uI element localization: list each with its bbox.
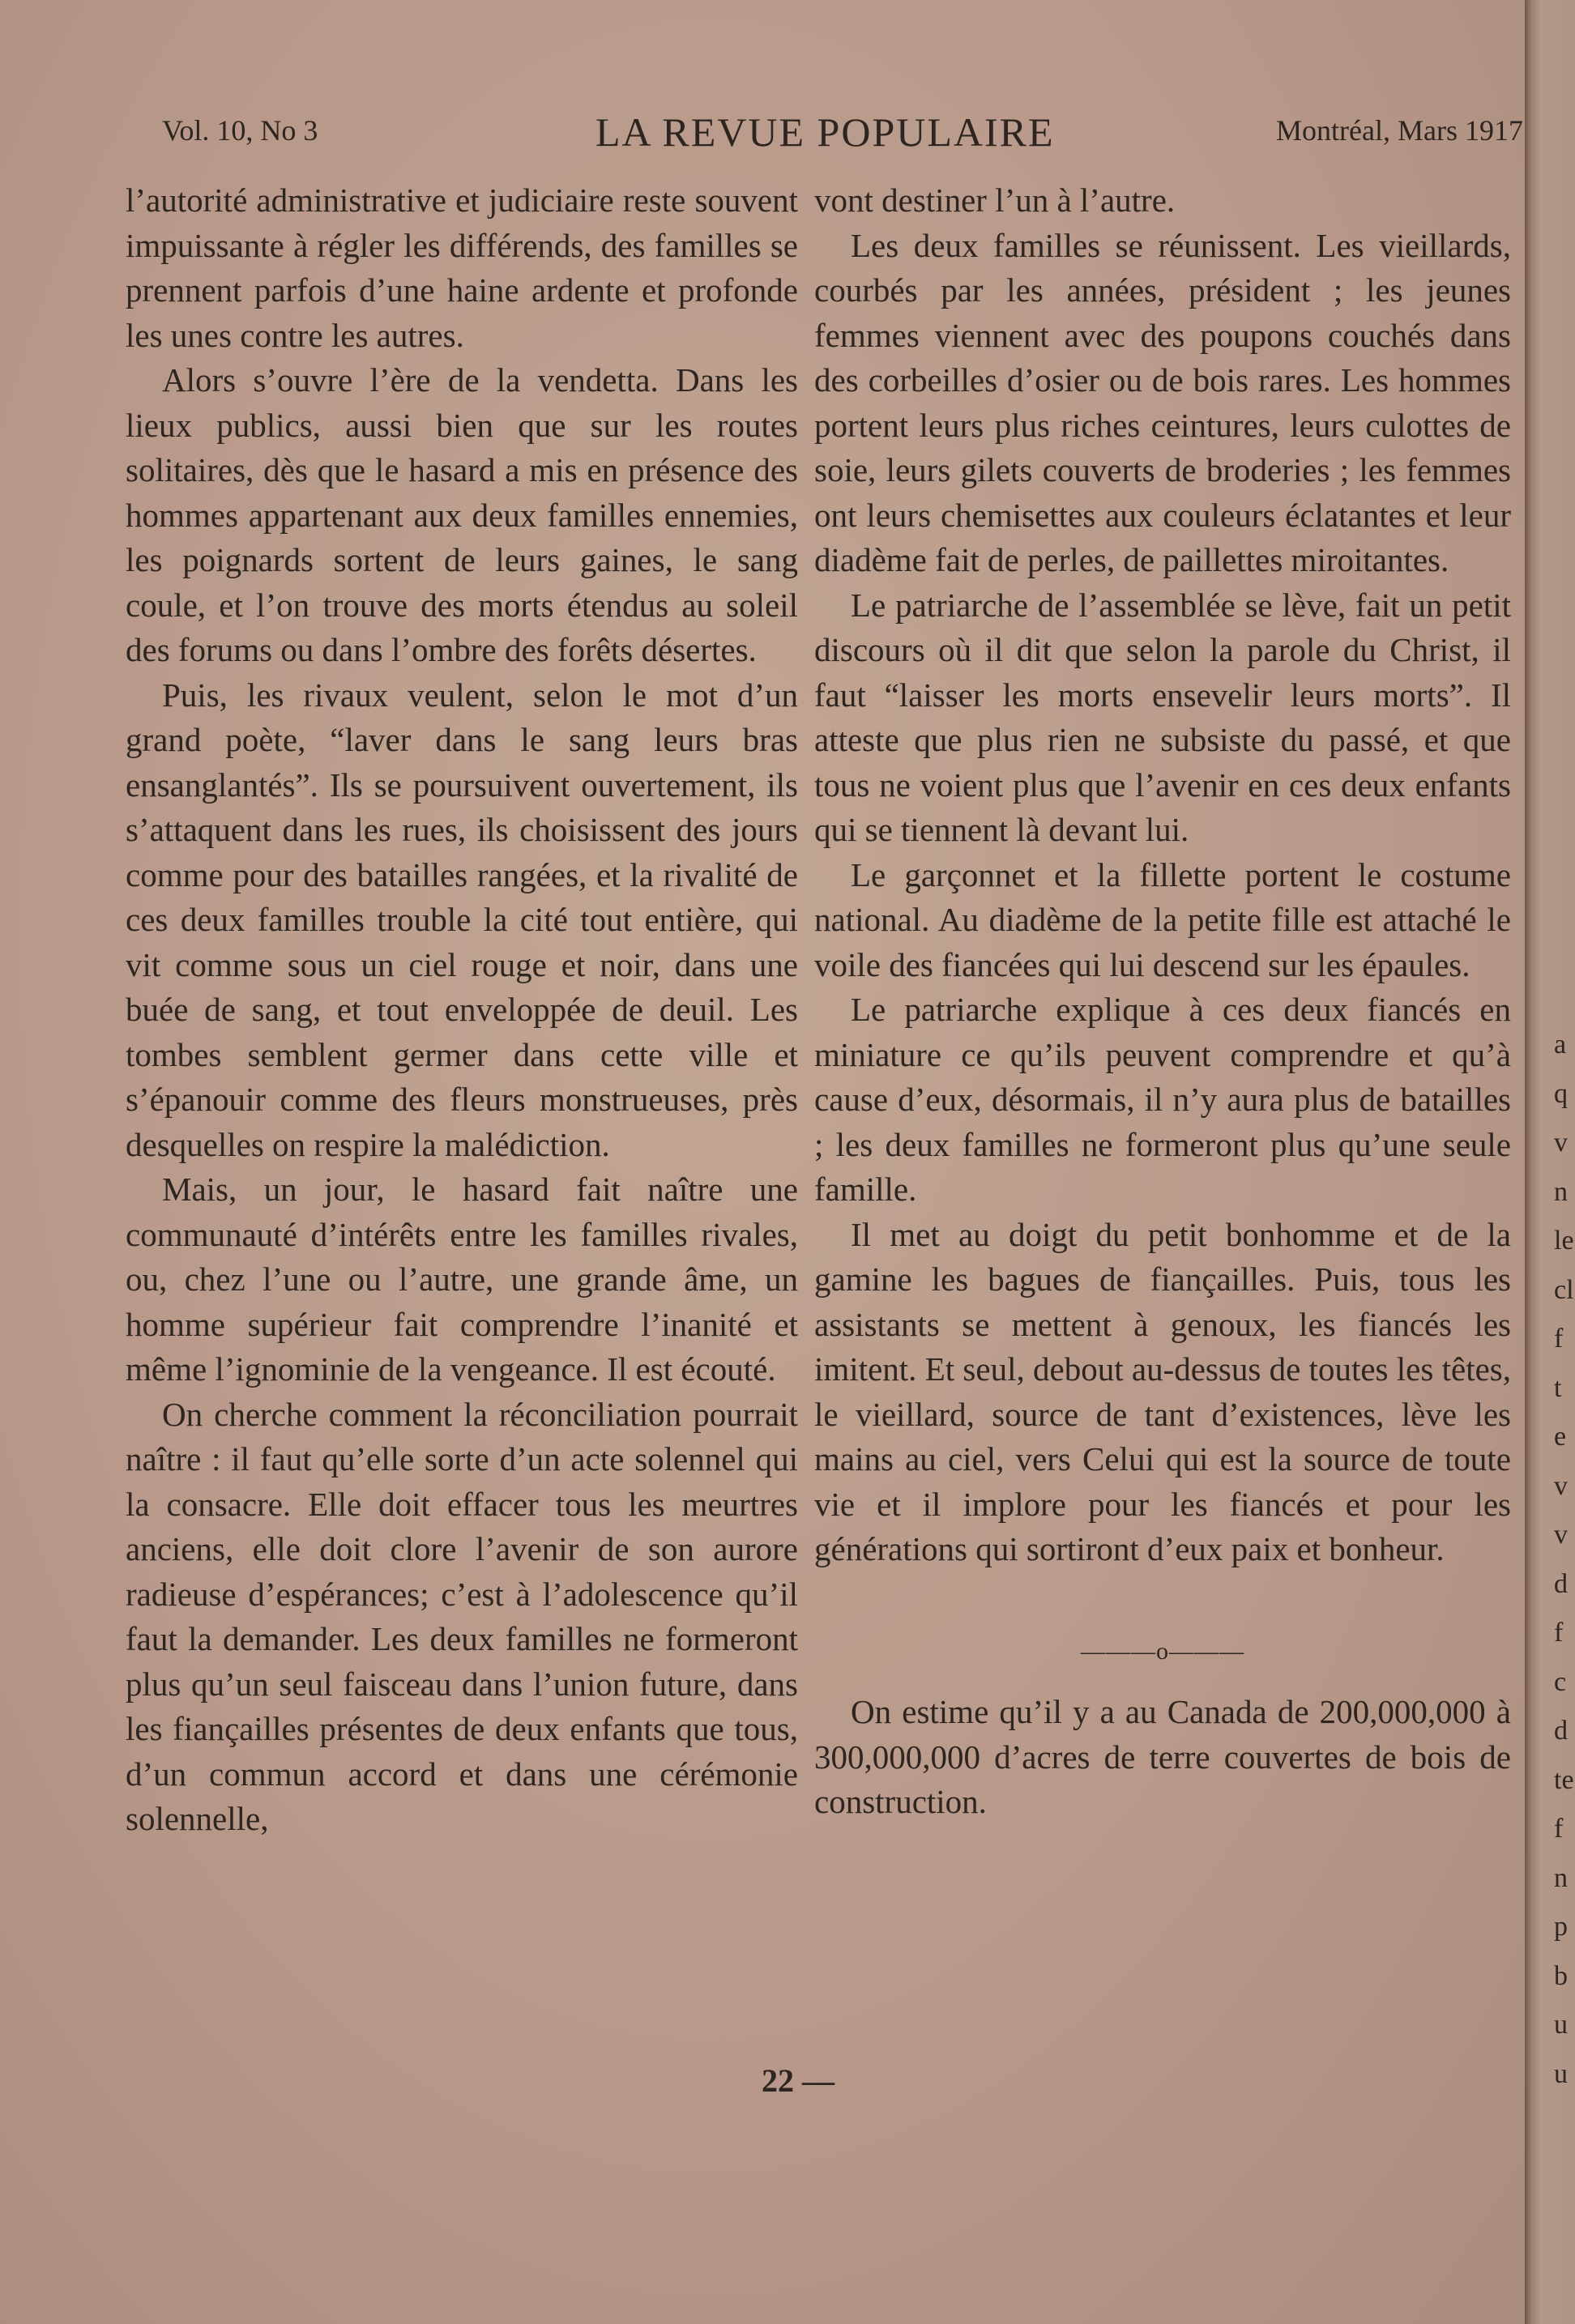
edge-letter: e bbox=[1554, 1422, 1567, 1452]
edge-letter: t bbox=[1554, 1372, 1562, 1403]
paragraph: Mais, un jour, le hasard fait naître une communauté d’intérêts entre les familles rivales, ou, chez l’une ou l’autre, une grande âme, un homme supérieur fait comprendre l’inanité et même l’ignominie de la vengeance. Il est écouté. bbox=[126, 1171, 798, 1388]
paragraph: vont destiner l’un à l’autre. bbox=[814, 181, 1176, 219]
edge-letter: b bbox=[1554, 1960, 1568, 1991]
edge-letter: u bbox=[1554, 2058, 1568, 2089]
edge-letter: f bbox=[1554, 1324, 1564, 1354]
edge-letter: v bbox=[1554, 1520, 1568, 1550]
paragraph: Le garçonnet et la fillette portent le costume national. Au diadème de la petite fille est attaché le voile des fiancées qui lui descend sur les épaules. bbox=[814, 855, 1511, 983]
edge-letter: n bbox=[1554, 1176, 1568, 1207]
right-column bbox=[814, 178, 1511, 1825]
page-number: 22 — bbox=[762, 2062, 834, 2099]
edge-letter: f bbox=[1554, 1814, 1564, 1844]
paragraph: Les deux familles se réunissent. Les vieillards, courbés par les années, président ; les jeunes femmes viennent avec des poupons couchés dans des corbeilles d’osier ou de bois rares. Les hommes portent leurs plus riches ceintures, leurs culottes de soie, leurs gilets couverts de broderies ; les femmes ont leurs chemisettes aux couleurs éclatantes et leur diadème fait de perles, de paillettes miroitantes. bbox=[814, 226, 1511, 578]
paragraph: Le patriarche de l’assemblée se lève, fait un petit discours où il dit que selon la parole du Christ, il faut “laisser les morts ensevelir leurs morts”. Il atteste que plus rien ne subsiste du passé, et que tous ne voient plus que l’avenir en ces deux enfants qui se tiennent là devant lui. bbox=[814, 586, 1511, 848]
left-column bbox=[126, 178, 798, 1842]
edge-letter: p bbox=[1554, 1912, 1568, 1942]
edge-letter: d bbox=[1554, 1716, 1568, 1746]
section-separator: ———o——— bbox=[1081, 1637, 1244, 1665]
paragraph: On cherche comment la réconciliation pourrait naître : il faut qu’elle sorte d’un acte solennel qui la consacre. Elle doit effacer tous les meurtres anciens, elle doit clore l’avenir de son aurore radieuse d’espérances; c’est à l’adolescence qu’il faut la demander. Les deux familles ne formeront plus qu’un seul faisceau dans l’union future, dans les fiançailles présentes de deux enfants que tous, d’un commun accord et dans une cérémonie solennelle, bbox=[126, 1395, 798, 1837]
edge-letter: d bbox=[1554, 1568, 1568, 1599]
page-header bbox=[162, 109, 1523, 162]
edge-letter: cl bbox=[1554, 1274, 1574, 1305]
edge-letter: v bbox=[1554, 1470, 1568, 1501]
volume-number: Vol. 10, No 3 bbox=[162, 114, 318, 147]
paragraph: Puis, les rivaux veulent, selon le mot d’un grand poète, “laver dans le sang leurs bras ensanglantés”. Ils se poursuivent ouvertement, ils s’attaquent dans les rues, ils choisissent des jours comme pour des batailles rangées, et la rivalité de ces deux familles trouble la cité tout entière, qui vit comme sous un ciel rouge et noir, dans une buée de sang, et tout enveloppée de deuil. Les tombes semblent germer dans cette ville et s’épanouir comme des fleurs monstrueuses, près desquelles on respire la malédiction. bbox=[126, 676, 798, 1163]
edge-letter: u bbox=[1554, 2010, 1568, 2040]
edge-letter: a bbox=[1554, 1030, 1567, 1060]
edge-letter: n bbox=[1554, 1862, 1568, 1893]
edge-letter: te bbox=[1554, 1764, 1574, 1795]
publication-title: LA REVUE POPULAIRE bbox=[595, 109, 1055, 155]
paragraph: Alors s’ouvre l’ère de la vendetta. Dans les lieux publics, aussi bien que sur les routes solitaires, dès que le hasard a mis en présence des hommes appartenant aux deux familles ennemies, les poignards sortent de leurs gaines, le sang coule, et l’on trouve des morts étendus au soleil des forums ou dans l’ombre des forêts désertes. bbox=[126, 361, 798, 668]
edge-letter: le bbox=[1554, 1226, 1574, 1256]
paragraph: Le patriarche explique à ces deux fiancés en miniature ce qu’ils peuvent comprendre et qu’à cause d’eux, désormais, il n’y aura plus de batailles ; les deux familles ne formeront plus qu’une seule famille. bbox=[814, 991, 1511, 1208]
issue-date: Montréal, Mars 1917 bbox=[1276, 114, 1523, 147]
note-paragraph: On estime qu’il y a au Canada de 200,000,000 à 300,000,000 d’acres de terre couvertes de bois de construction. bbox=[814, 1693, 1511, 1820]
paragraph: Il met au doigt du petit bonhomme et de la gamine les bagues de fiançailles. Puis, tous les assistants se mettent à genoux, les fiancés les imitent. Et seul, debout au-dessus de toutes les têtes, le vieillard, source de tant d’existences, lève les mains au ciel, vers Celui qui est la source de toute vie et il implore pour les fiancés et pour les générations qui sortiront d’eux paix et bonheur. bbox=[814, 1215, 1511, 1567]
edge-letter: v bbox=[1554, 1128, 1568, 1158]
paragraph: l’autorité administrative et judiciaire reste souvent impuissante à régler les différends, des familles se prennent parfois d’une haine ardente et profonde les unes contre les autres. bbox=[126, 181, 798, 354]
edge-letter: c bbox=[1554, 1666, 1567, 1697]
edge-letter: f bbox=[1554, 1618, 1564, 1648]
adjacent-page-letters bbox=[1554, 1021, 1573, 2099]
edge-letter: q bbox=[1554, 1078, 1568, 1109]
